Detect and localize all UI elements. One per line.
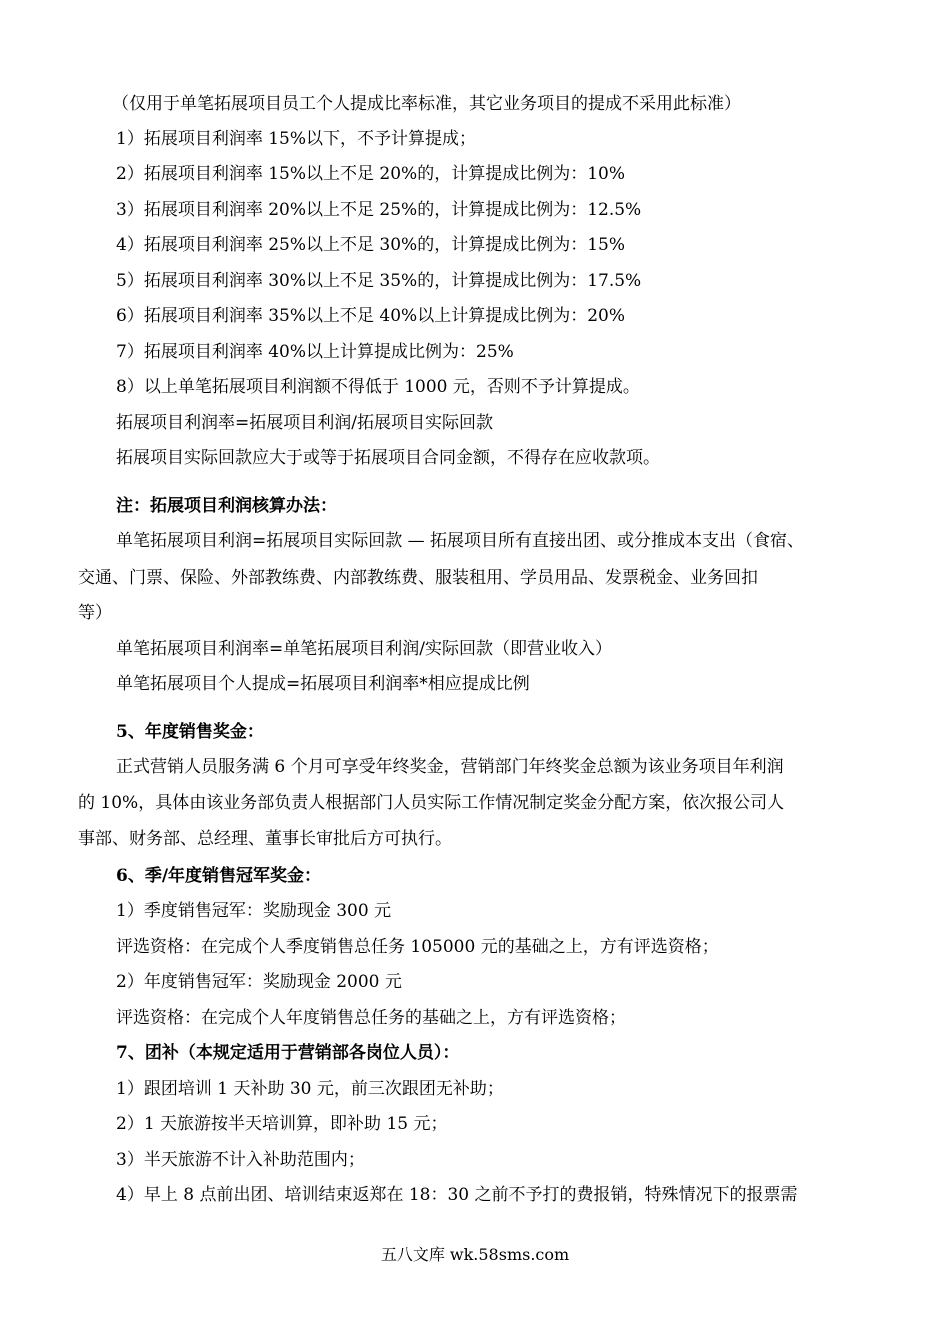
section6-line: 2）年度销售冠军：奖励现金 2000 元 — [116, 972, 402, 992]
section7-heading: 7、团补（本规定适用于营销部各岗位人员）： — [116, 1043, 460, 1063]
commission-rule: 3）拓展项目利润率 20%以上不足 25%的，计算提成比例为：12.5% — [116, 200, 642, 220]
single-commission: 单笔拓展项目个人提成=拓展项目利润率*相应提成比例 — [116, 674, 530, 694]
section6-line: 评选资格：在完成个人季度销售总任务 105000 元的基础之上，方有评选资格； — [116, 937, 719, 957]
commission-rule: 1）拓展项目利润率 15%以下，不予计算提成； — [116, 129, 477, 149]
commission-rule: 2）拓展项目利润率 15%以上不足 20%的，计算提成比例为：10% — [116, 164, 625, 184]
section7-line: 1）跟团培训 1 天补助 30 元，前三次跟团无补助； — [116, 1079, 504, 1099]
note-heading: 注：拓展项目利润核算办法： — [116, 496, 337, 516]
receivable-note: 拓展项目实际回款应大于或等于拓展项目合同金额，不得存在应收款项。 — [116, 448, 660, 468]
section7-line: 2）1 天旅游按半天培训算，即补助 15 元； — [116, 1114, 448, 1134]
footer-watermark-text: 五八文库 wk.58sms.com — [380, 1245, 570, 1264]
section5-line: 的 10%，具体由该业务部负责人根据部门人员实际工作情况制定奖金分配方案，依次报公司人 — [78, 793, 785, 813]
section6-heading: 6、季/年度销售冠军奖金： — [116, 866, 322, 886]
section5-heading: 5、年度销售奖金： — [116, 722, 264, 742]
commission-rule: 5）拓展项目利润率 30%以上不足 35%的，计算提成比例为：17.5% — [116, 271, 642, 291]
profit-formula-line: 交通、门票、保险、外部教练费、内部教练费、服装租用、学员用品、发票税金、业务回扣 — [78, 568, 758, 588]
commission-rule: 4）拓展项目利润率 25%以上不足 30%的，计算提成比例为：15% — [116, 235, 625, 255]
section6-line: 1）季度销售冠军：奖励现金 300 元 — [116, 901, 392, 921]
commission-rule: 8）以上单笔拓展项目利润额不得低于 1000 元，否则不予计算提成。 — [116, 377, 640, 397]
commission-rule: 6）拓展项目利润率 35%以上不足 40%以上计算提成比例为：20% — [116, 306, 625, 326]
section5-line: 事部、财务部、总经理、董事长审批后方可执行。 — [78, 829, 452, 849]
section5-line: 正式营销人员服务满 6 个月可享受年终奖金，营销部门年终奖金总额为该业务项目年利润 — [116, 757, 784, 777]
intro-note: （仅用于单笔拓展项目员工个人提成比率标准，其它业务项目的提成不采用此标准） — [112, 94, 741, 114]
profit-formula-line: 等） — [78, 603, 112, 623]
section7-line: 4）早上 8 点前出团、培训结束返郑在 18：30 之前不予打的费报销，特殊情况下的报票需 — [116, 1185, 798, 1205]
profit-formula-line: 单笔拓展项目利润=拓展项目实际回款 — 拓展项目所有直接出团、或分推成本支出（食宿、 — [116, 531, 805, 551]
section6-line: 评选资格：在完成个人年度销售总任务的基础之上，方有评选资格； — [116, 1008, 626, 1028]
single-profit-rate: 单笔拓展项目利润率=单笔拓展项目利润/实际回款（即营业收入） — [116, 639, 612, 659]
section7-line: 3）半天旅游不计入补助范围内； — [116, 1150, 365, 1170]
commission-rule: 7）拓展项目利润率 40%以上计算提成比例为：25% — [116, 342, 514, 362]
profit-rate-formula: 拓展项目利润率=拓展项目利润/拓展项目实际回款 — [116, 413, 493, 433]
